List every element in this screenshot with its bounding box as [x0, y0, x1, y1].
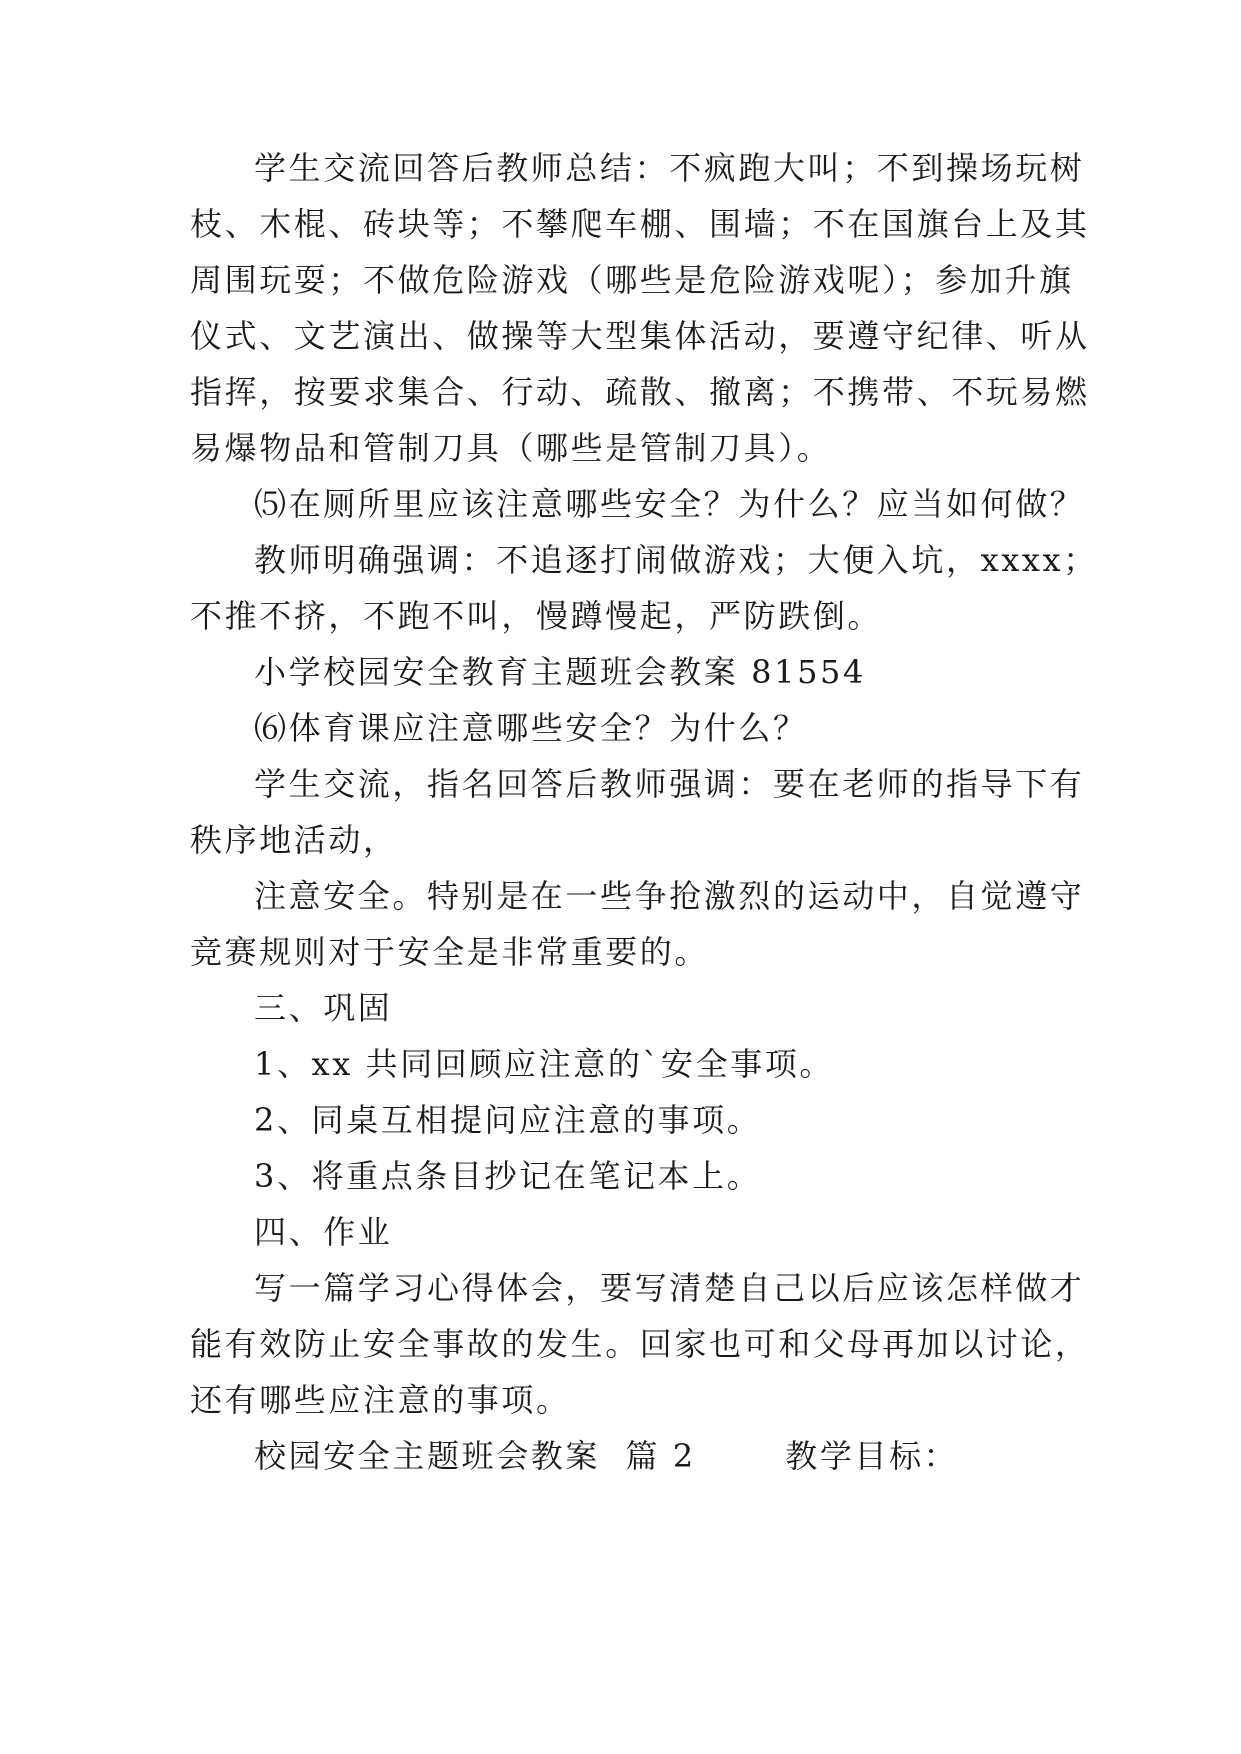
section-heading: 三、巩固	[254, 989, 393, 1027]
paragraph-line: 秩序地活动，	[190, 821, 398, 859]
paragraph-line: 枝、木棍、砖块等；不攀爬车棚、围墙；不在国旗台上及其	[190, 205, 1090, 243]
paragraph-line: 能有效防止安全事故的发生。回家也可和父母再加以讨论，	[190, 1325, 1090, 1363]
section-title: 小学校园安全教育主题班会教案 81554	[254, 653, 866, 691]
paragraph-line: 写一篇学习心得体会，要写清楚自己以后应该怎样做才	[254, 1269, 1085, 1307]
paragraph-line: 指挥，按要求集合、行动、疏散、撤离；不携带、不玩易燃	[190, 373, 1090, 411]
section-heading: 四、作业	[254, 1213, 393, 1251]
paragraph-line: 教师明确强调：不追逐打闹做游戏；大便入坑，xxxx；	[254, 541, 1098, 579]
paragraph-line: 学生交流回答后教师总结：不疯跑大叫；不到操场玩树	[254, 149, 1085, 187]
paragraph-line: 学生交流，指名回答后教师强调：要在老师的指导下有	[254, 765, 1085, 803]
paragraph-line: 注意安全。特别是在一些争抢激烈的运动中，自觉遵守	[254, 877, 1085, 915]
question-line: ⑹体育课应注意哪些安全？为什么？	[254, 709, 808, 747]
paragraph-line: 周围玩耍；不做危险游戏（哪些是危险游戏呢）；参加升旗	[190, 261, 1074, 299]
list-item: 2、同桌互相提问应注意的事项。	[254, 1101, 762, 1139]
paragraph-line: 易爆物品和管制刀具（哪些是管制刀具）。	[190, 429, 832, 467]
list-item: 1、xx 共同回顾应注意的`安全事项。	[254, 1045, 835, 1083]
lesson-heading: 校园安全主题班会教案 篇 2 教学目标：	[254, 1437, 959, 1475]
paragraph-line: 仪式、文艺演出、做操等大型集体活动，要遵守纪律、听从	[190, 317, 1090, 355]
paragraph-line: 不推不挤，不跑不叫，慢蹲慢起，严防跌倒。	[190, 597, 883, 635]
paragraph-line: 还有哪些应注意的事项。	[190, 1381, 571, 1419]
question-line: ⑸在厕所里应该注意哪些安全？为什么？应当如何做？	[254, 485, 1085, 523]
list-item: 3、将重点条目抄记在笔记本上。	[254, 1157, 762, 1195]
paragraph-line: 竞赛规则对于安全是非常重要的。	[190, 933, 710, 971]
